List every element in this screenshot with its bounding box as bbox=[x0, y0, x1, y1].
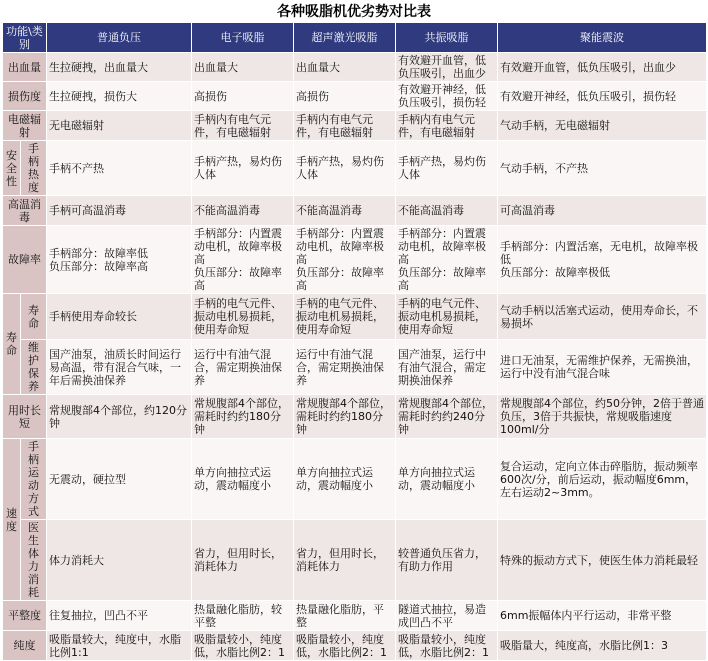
table-row bbox=[3, 439, 707, 520]
table-cell: 手柄使用寿命较长 bbox=[47, 294, 192, 340]
table-cell: 出血量大 bbox=[192, 53, 294, 82]
table-cell: 不能高温消毒 bbox=[294, 196, 396, 226]
table-cell: 手柄产热，易灼伤人体 bbox=[294, 141, 396, 196]
table-cell: 有效避开血管，低负压吸引，出血少 bbox=[498, 53, 707, 82]
table-cell: 手柄的电气元件、振动电机易损耗，使用寿命短 bbox=[294, 294, 396, 340]
table-row bbox=[3, 141, 707, 196]
column-header: 共振吸脂 bbox=[396, 23, 498, 53]
table-cell: 热量融化脂肪，较平整 bbox=[192, 601, 294, 631]
table-cell: 国产油泵，油质长时间运行易高温，带有混合气味，一年后需换油保养 bbox=[47, 340, 192, 395]
table-cell: 吸脂量较小，纯度低，水脂比例2：1 bbox=[396, 631, 498, 661]
table-cell: 手柄内有电气元件，有电磁辐射 bbox=[192, 111, 294, 141]
table-cell: 有效避开神经，低负压吸引，损伤轻 bbox=[498, 82, 707, 111]
table-cell: 气动手柄，不产热 bbox=[498, 141, 707, 196]
row-label: 用时长短 bbox=[3, 395, 47, 439]
row-group-label: 速度 bbox=[3, 439, 21, 601]
row-label: 纯度 bbox=[3, 631, 47, 661]
table-cell: 手柄可高温消毒 bbox=[47, 196, 192, 226]
page-title: 各种吸脂机优劣势对比表 bbox=[277, 4, 431, 20]
table-cell: 热量融化脂肪，平整 bbox=[294, 601, 396, 631]
table-cell: 吸脂量较小，纯度低，水脂比例2：1 bbox=[294, 631, 396, 661]
table-cell: 体力消耗大 bbox=[47, 520, 192, 601]
table-cell: 手柄部分：内置震动电机，故障率极高 负压部分：故障率高 bbox=[294, 226, 396, 294]
table-cell: 气动手柄，无电磁辐射 bbox=[498, 111, 707, 141]
column-header: 普通负压 bbox=[47, 23, 192, 53]
row-label: 电磁辐射 bbox=[3, 111, 47, 141]
table-cell: 常规腹部4个部位，约120分钟 bbox=[47, 395, 192, 439]
table-cell: 手柄产热，易灼伤人体 bbox=[396, 141, 498, 196]
table-cell: 隧道式抽拉，易造成凹凸不平 bbox=[396, 601, 498, 631]
row-group-label: 安全性 bbox=[3, 141, 21, 196]
table-cell: 吸脂量大，纯度高，水脂比例1：3 bbox=[498, 631, 707, 661]
column-header: 功能\类别 bbox=[3, 23, 47, 53]
column-header: 电子吸脂 bbox=[192, 23, 294, 53]
table-cell: 运行中有油气混合，需定期换油保养 bbox=[192, 340, 294, 395]
table-row bbox=[3, 226, 707, 294]
row-label: 损伤度 bbox=[3, 82, 47, 111]
table-row bbox=[3, 601, 707, 631]
row-label: 故障率 bbox=[3, 226, 47, 294]
table-cell: 特殊的振动方式下，使医生体力消耗最轻 bbox=[498, 520, 707, 601]
table-cell: 手柄的电气元件、振动电机易损耗，使用寿命短 bbox=[396, 294, 498, 340]
table-cell: 常规腹部4个部位，需耗时约约180分钟 bbox=[294, 395, 396, 439]
table-row bbox=[3, 294, 707, 340]
table-row bbox=[3, 340, 707, 395]
row-label: 高温消毒 bbox=[3, 196, 47, 226]
table-cell: 单方向抽拉式运动，震动幅度小 bbox=[396, 439, 498, 520]
table-cell: 无电磁辐射 bbox=[47, 111, 192, 141]
table-cell: 手柄部分：内置震动电机，故障率极高 负压部分：故障率高 bbox=[192, 226, 294, 294]
table-cell: 手柄不产热 bbox=[47, 141, 192, 196]
table-row bbox=[3, 82, 707, 111]
table-header-row bbox=[3, 23, 707, 53]
table-cell: 进口无油泵，无需维护保养，无需换油，运行中没有油气混合味 bbox=[498, 340, 707, 395]
row-label: 手柄运动方式 bbox=[21, 439, 47, 520]
table-cell: 出血量大 bbox=[294, 53, 396, 82]
table-cell: 单方向抽拉式运动，震动幅度小 bbox=[294, 439, 396, 520]
table-cell: 运行中有油气混合，需定期换油保养 bbox=[294, 340, 396, 395]
table-cell: 往复抽拉，凹凸不平 bbox=[47, 601, 192, 631]
table-cell: 常规腹部4个部位，需耗时约约240分钟 bbox=[396, 395, 498, 439]
table-cell: 高损伤 bbox=[294, 82, 396, 111]
table-cell: 较普通负压省力，有助力作用 bbox=[396, 520, 498, 601]
table-cell: 生拉硬拽，损伤大 bbox=[47, 82, 192, 111]
table-cell: 手柄部分：内置震动电机，故障率极高 负压部分：故障率高 bbox=[396, 226, 498, 294]
table-cell: 气动手柄以活塞式运动，使用寿命长，不易损坏 bbox=[498, 294, 707, 340]
row-group-label: 寿命 bbox=[3, 294, 21, 395]
row-label: 手柄热度 bbox=[21, 141, 47, 196]
table-cell: 可高温消毒 bbox=[498, 196, 707, 226]
table-cell: 手柄产热，易灼伤人体 bbox=[192, 141, 294, 196]
table-cell: 手柄部分：内置活塞，无电机，故障率极低 负压部分：故障率极低 bbox=[498, 226, 707, 294]
table-cell: 高损伤 bbox=[192, 82, 294, 111]
table-cell: 不能高温消毒 bbox=[192, 196, 294, 226]
table-cell: 常规腹部4个部位，约50分钟，2倍于普通负压，3倍于共振快，常规吸脂速度100ml/分 bbox=[498, 395, 707, 439]
table-row bbox=[3, 53, 707, 82]
table-cell: 不能高温消毒 bbox=[396, 196, 498, 226]
row-label: 出血量 bbox=[3, 53, 47, 82]
table-cell: 吸脂量较小，纯度低，水脂比例2：1 bbox=[192, 631, 294, 661]
column-header: 聚能震波 bbox=[498, 23, 707, 53]
table-cell: 省力，但用时长，消耗体力 bbox=[294, 520, 396, 601]
table-cell: 手柄内有电气元件，有电磁辐射 bbox=[396, 111, 498, 141]
table-cell: 复合运动，定向立体击碎脂肪，振动频率600次/分，前后运动，振动幅度6mm，左右运动2~3mm。 bbox=[498, 439, 707, 520]
table-cell: 有效避开血管，低负压吸引，出血少 bbox=[396, 53, 498, 82]
table-cell: 无震动，硬拉型 bbox=[47, 439, 192, 520]
table-cell: 6mm振幅体内平行运动，非常平整 bbox=[498, 601, 707, 631]
table-cell: 有效避开神经，低负压吸引，损伤轻 bbox=[396, 82, 498, 111]
table-row bbox=[3, 196, 707, 226]
table-cell: 国产油泵，运行中有油气混合，需定期换油保养 bbox=[396, 340, 498, 395]
row-label: 医生体力消耗 bbox=[21, 520, 47, 601]
table-cell: 手柄部分：故障率低 负压部分：故障率高 bbox=[47, 226, 192, 294]
table-cell: 常规腹部4个部位，需耗时约约180分钟 bbox=[192, 395, 294, 439]
table-cell: 生拉硬拽，出血量大 bbox=[47, 53, 192, 82]
column-header: 超声激光吸脂 bbox=[294, 23, 396, 53]
row-label: 寿命 bbox=[21, 294, 47, 340]
table-cell: 手柄内有电气元件，有电磁辐射 bbox=[294, 111, 396, 141]
table-row bbox=[3, 520, 707, 601]
row-label: 平整度 bbox=[3, 601, 47, 631]
table-row bbox=[3, 631, 707, 661]
table-row bbox=[3, 395, 707, 439]
table-cell: 省力，但用时长，消耗体力 bbox=[192, 520, 294, 601]
row-label: 维护保养 bbox=[21, 340, 47, 395]
table-cell: 手柄的电气元件、振动电机易损耗，使用寿命短 bbox=[192, 294, 294, 340]
table-cell: 吸脂量较大，纯度中，水脂比例1:1 bbox=[47, 631, 192, 661]
comparison-table bbox=[2, 22, 707, 661]
table-row bbox=[3, 111, 707, 141]
table-cell: 单方向抽拉式运动，震动幅度小 bbox=[192, 439, 294, 520]
